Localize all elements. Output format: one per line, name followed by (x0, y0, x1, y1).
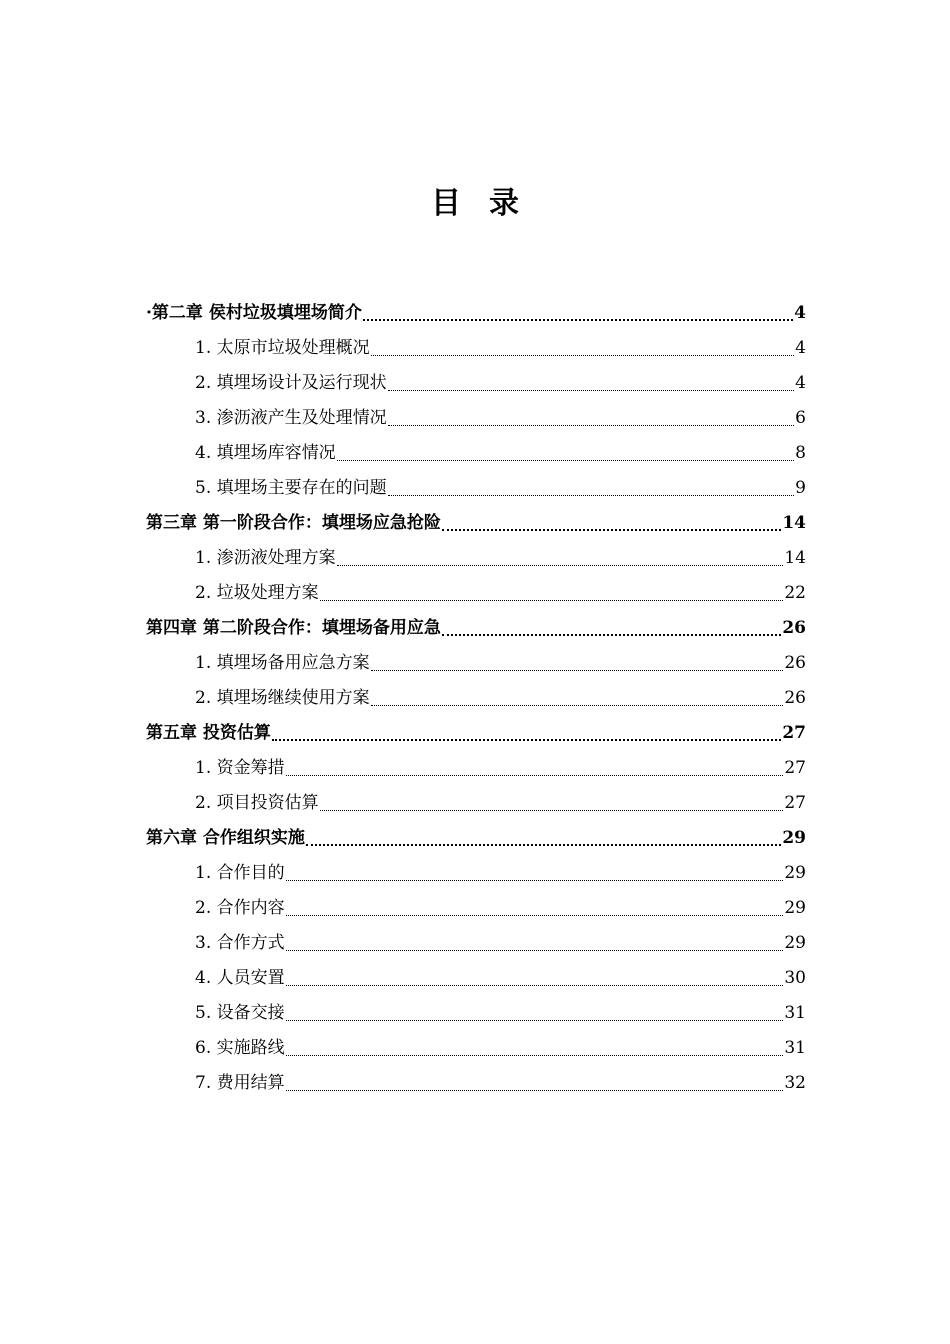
toc-entry-page: 8 (795, 443, 806, 463)
page-title (0, 178, 950, 222)
dot-leader (363, 318, 793, 321)
toc-entry-page: 22 (784, 583, 806, 603)
toc-entry-label: 5. 设备交接 (195, 1003, 285, 1023)
dot-leader (337, 564, 784, 566)
toc-entry-label: 5. 填埋场主要存在的问题 (195, 478, 387, 498)
toc-entry-label: 3. 渗沥液产生及处理情况 (195, 408, 387, 428)
toc-entry-page: 31 (784, 1003, 806, 1023)
toc-entry-label: 1. 资金筹措 (195, 758, 285, 778)
toc-entry-page: 26 (784, 688, 806, 708)
toc-entry-page: 29 (784, 863, 806, 883)
toc-entry-page: 29 (784, 933, 806, 953)
toc-entry[interactable] (146, 573, 806, 608)
toc-entry[interactable] (146, 783, 806, 818)
dot-leader (371, 354, 795, 356)
table-of-contents (146, 293, 806, 1098)
dot-leader (442, 528, 781, 531)
toc-entry-label: 1. 合作目的 (195, 863, 285, 883)
dot-leader (320, 599, 784, 601)
toc-entry-label: 第三章 第一阶段合作：填埋场应急抢险 (146, 513, 441, 533)
toc-entry[interactable] (146, 503, 806, 538)
toc-entry-page: 27 (784, 793, 806, 813)
toc-entry-page: 26 (784, 653, 806, 673)
toc-entry[interactable] (146, 993, 806, 1028)
toc-entry[interactable] (146, 678, 806, 713)
toc-entry-label: 4. 填埋场库容情况 (195, 443, 336, 463)
dot-leader (306, 843, 781, 846)
toc-entry-label: 第六章 合作组织实施 (146, 828, 305, 848)
toc-entry-page: 4 (795, 373, 806, 393)
toc-entry[interactable] (146, 1063, 806, 1098)
toc-entry-label: 7. 费用结算 (195, 1073, 285, 1093)
toc-entry[interactable] (146, 923, 806, 958)
toc-entry-label: 1. 太原市垃圾处理概况 (195, 338, 370, 358)
toc-entry-page: 29 (784, 898, 806, 918)
toc-entry-page: 27 (782, 723, 806, 743)
toc-entry[interactable] (146, 608, 806, 643)
dot-leader (371, 669, 784, 671)
toc-entry-label: 2. 填埋场继续使用方案 (195, 688, 370, 708)
toc-entry-label: ·第二章 侯村垃圾填埋场简介 (146, 303, 362, 323)
toc-entry-page: 4 (795, 338, 806, 358)
toc-entry-label: 2. 项目投资估算 (195, 793, 319, 813)
dot-leader (286, 984, 784, 986)
toc-entry-label: 2. 垃圾处理方案 (195, 583, 319, 603)
toc-entry[interactable] (146, 293, 806, 328)
title-char-2: 录 (489, 186, 519, 221)
toc-entry-page: 32 (784, 1073, 806, 1093)
toc-entry[interactable] (146, 363, 806, 398)
dot-leader (388, 424, 795, 426)
toc-entry[interactable] (146, 468, 806, 503)
dot-leader (286, 1019, 784, 1021)
dot-leader (337, 459, 795, 461)
toc-entry-page: 14 (782, 513, 806, 533)
toc-entry-label: 6. 实施路线 (195, 1038, 285, 1058)
dot-leader (286, 774, 784, 776)
dot-leader (286, 1089, 784, 1091)
toc-entry-page: 29 (782, 828, 806, 848)
dot-leader (442, 633, 781, 636)
dot-leader (286, 949, 784, 951)
toc-entry-page: 26 (782, 618, 806, 638)
toc-entry[interactable] (146, 433, 806, 468)
toc-entry-label: 第四章 第二阶段合作：填埋场备用应急 (146, 618, 441, 638)
toc-entry-page: 30 (784, 968, 806, 988)
dot-leader (371, 704, 784, 706)
toc-entry-label: 1. 渗沥液处理方案 (195, 548, 336, 568)
toc-entry[interactable] (146, 328, 806, 363)
dot-leader (320, 809, 784, 811)
title-char-1: 目 (431, 186, 461, 221)
toc-entry-page: 9 (795, 478, 806, 498)
dot-leader (286, 914, 784, 916)
toc-entry-label: 3. 合作方式 (195, 933, 285, 953)
toc-entry[interactable] (146, 643, 806, 678)
toc-entry-page: 4 (794, 303, 806, 323)
toc-entry[interactable] (146, 958, 806, 993)
toc-entry[interactable] (146, 538, 806, 573)
toc-entry[interactable] (146, 888, 806, 923)
toc-entry-label: 1. 填埋场备用应急方案 (195, 653, 370, 673)
toc-entry[interactable] (146, 748, 806, 783)
toc-entry[interactable] (146, 818, 806, 853)
toc-entry-label: 4. 人员安置 (195, 968, 285, 988)
toc-entry[interactable] (146, 853, 806, 888)
toc-entry-label: 2. 填埋场设计及运行现状 (195, 373, 387, 393)
toc-entry-page: 6 (795, 408, 806, 428)
toc-entry-page: 14 (784, 548, 806, 568)
toc-entry[interactable] (146, 1028, 806, 1063)
dot-leader (388, 494, 795, 496)
toc-entry[interactable] (146, 713, 806, 748)
toc-entry[interactable] (146, 398, 806, 433)
toc-entry-label: 2. 合作内容 (195, 898, 285, 918)
toc-entry-label: 第五章 投资估算 (146, 723, 271, 743)
dot-leader (388, 389, 795, 391)
dot-leader (286, 1054, 784, 1056)
dot-leader (286, 879, 784, 881)
dot-leader (272, 738, 781, 741)
toc-entry-page: 27 (784, 758, 806, 778)
toc-entry-page: 31 (784, 1038, 806, 1058)
